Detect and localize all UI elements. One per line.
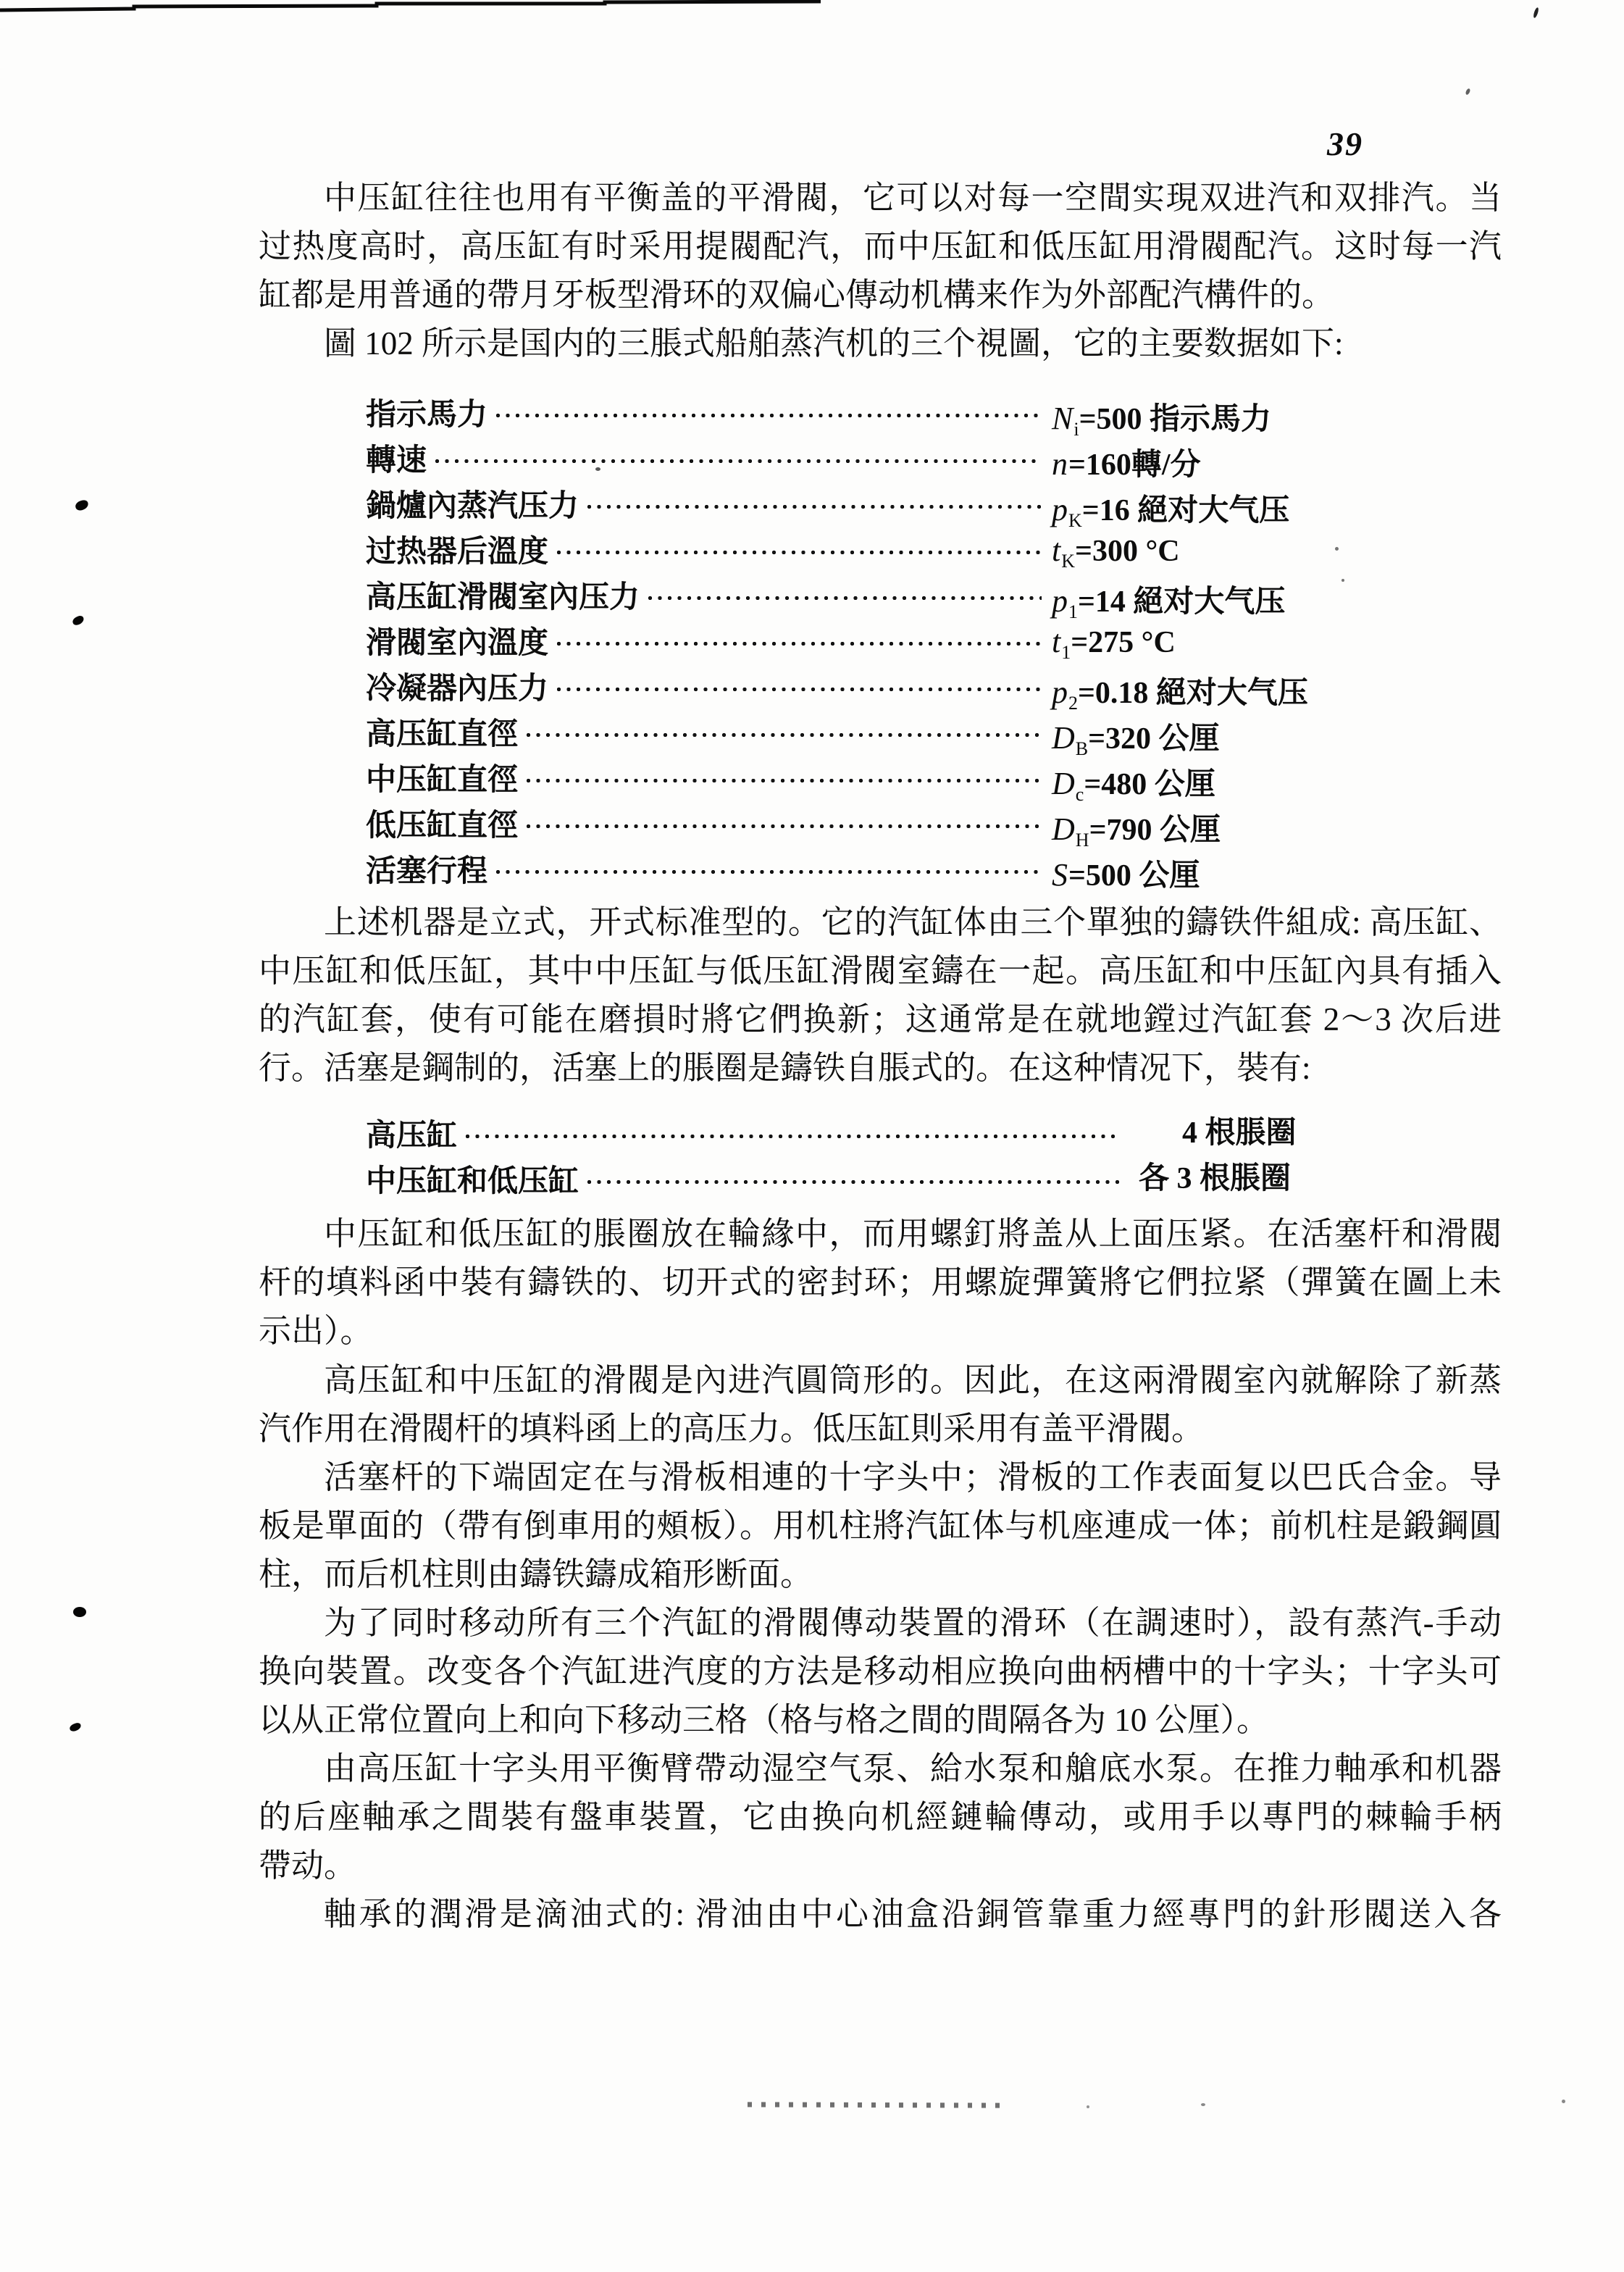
- ring-row: [0, 1113, 1624, 1153]
- page-number: 39: [1327, 125, 1363, 162]
- dot-leader: [645, 575, 1042, 615]
- spec-value: S =500 公厘: [1052, 857, 1200, 893]
- dot-leader: [585, 1158, 1121, 1199]
- ring-value: 4 根脹圈: [1182, 1116, 1297, 1150]
- dot-leader: [432, 438, 1042, 478]
- dot-leader: [493, 392, 1042, 433]
- spec-row: [0, 620, 1624, 661]
- paragraph-line: 以从正常位置向上和向下移动三格（格与格之間的間隔各为 10 公厘）。: [259, 1702, 1270, 1738]
- paragraph-line: 为了同时移动所有三个汽缸的滑閥傳动裝置的滑环（在調速时），設有蒸汽-手动: [324, 1605, 1502, 1641]
- paragraph-line: 高压缸和中压缸的滑閥是內进汽圓筒形的。因此，在这兩滑閥室內就解除了新蒸: [324, 1362, 1502, 1398]
- spec-label: 高压缸滑閥室內压力: [366, 581, 640, 614]
- paragraph-line: 行。活塞是鋼制的，活塞上的脹圈是鑄铁自脹式的。在这种情况下，裝有:: [259, 1050, 1311, 1086]
- spec-row: [0, 575, 1624, 622]
- spec-label: 活塞行程: [366, 855, 488, 888]
- spec-label: 滑閥室內溫度: [366, 627, 549, 660]
- spec-row: [0, 392, 1624, 440]
- paragraph-line: 軸承的潤滑是滴油式的: 滑油由中心油盒沿銅管靠重力經專門的針形閥送入各: [324, 1896, 1502, 1932]
- spec-value: N i =500 指示馬力: [1052, 401, 1272, 440]
- paragraph-line: 过热度高时，高压缸有时采用提閥配汽，而中压缸和低压缸用滑閥配汽。这时每一汽: [259, 228, 1502, 264]
- paragraph-line: 缸都是用普通的帶月牙板型滑环的双偏心傳动机構来作为外部配汽構件的。: [259, 277, 1335, 313]
- spec-label: 鍋爐內蒸汽压力: [366, 490, 579, 523]
- paragraph-line: 上述机器是立式，开式标准型的。它的汽缸体由三个單独的鑄铁件組成: 高压缸、: [324, 904, 1502, 940]
- scan-speck: [595, 467, 600, 471]
- dot-leader: [463, 1113, 1121, 1153]
- paragraph-line: 中压缸和低压缸的脹圈放在輪緣中，而用螺釘將盖从上面压紧。在活塞杆和滑閥: [324, 1216, 1502, 1252]
- spec-row: [0, 666, 1624, 714]
- ink-blob: [73, 1607, 86, 1617]
- paragraph-line: 帶动。: [259, 1847, 357, 1884]
- paragraph-line: 的汽缸套，使有可能在磨損时將它們换新；这通常是在就地鏜过汽缸套 2～3 次后进: [259, 1001, 1502, 1037]
- paragraph-line: 汽作用在滑閥杆的填料函上的高压力。低压缸則采用有盖平滑閥。: [259, 1411, 1205, 1447]
- spec-value: t K =300 °C: [1052, 532, 1180, 572]
- ring-label: 中压缸和低压缸: [366, 1165, 579, 1198]
- spec-label: 冷凝器內压力: [366, 672, 549, 706]
- paragraph-line: 中压缸往往也用有平衡盖的平滑閥，它可以对每一空間实現双进汽和双排汽。当: [324, 180, 1502, 216]
- spec-row: [0, 803, 1624, 851]
- paragraph-line: 中压缸和低压缸，其中中压缸与低压缸滑閥室鑄在一起。高压缸和中压缸內具有插入: [259, 953, 1502, 989]
- ink-blob: [69, 1722, 82, 1732]
- spec-value: D c =480 公厘: [1052, 766, 1215, 805]
- spec-value: n =160轉/分: [1052, 446, 1201, 482]
- paragraph-line: 活塞杆的下端固定在与滑板相連的十字头中；滑板的工作表面复以巴氏合金。导: [324, 1459, 1502, 1495]
- paragraph-line: 板是單面的（帶有倒車用的頰板）。用机柱將汽缸体与机座連成一体；前机柱是鍛鋼圓: [259, 1508, 1502, 1544]
- paragraph-line: 杆的填料函中裝有鑄铁的、切开式的密封环；用螺旋彈簧將它們拉紧（彈簧在圖上未: [259, 1264, 1502, 1300]
- ring-label: 高压缸: [366, 1119, 458, 1153]
- paragraph-line: 由高压缸十字头用平衡臂帶动湿空气泵、給水泵和艙底水泵。在推力軸承和机器: [324, 1750, 1502, 1787]
- scan-speck: [1465, 88, 1470, 95]
- spec-label: 低压缸直徑: [366, 809, 519, 843]
- spec-row: [0, 483, 1624, 531]
- dot-leader: [585, 483, 1042, 524]
- spec-value: p K =16 絕对大气压: [1052, 492, 1290, 531]
- paragraph-line: 示出）。: [259, 1313, 373, 1349]
- paragraph-line: 换向裝置。改变各个汽缸进汽度的方法是移动相应换向曲柄槽中的十字头；十字头可: [259, 1653, 1502, 1690]
- spec-label: 中压缸直徑: [366, 764, 519, 797]
- spec-value: t 1 =275 °C: [1052, 624, 1176, 663]
- paragraph-line: 柱，而后机柱則由鑄铁鑄成箱形断面。: [259, 1556, 813, 1592]
- spec-label: 过热器后溫度: [366, 535, 549, 569]
- spec-row: [0, 711, 1624, 759]
- dot-leader: [524, 757, 1042, 798]
- dot-leader: [493, 848, 1042, 889]
- spec-value: p 2 =0.18 絕对大气压: [1052, 674, 1308, 714]
- scan-speck: [1562, 2100, 1565, 2103]
- spec-row: [0, 438, 1624, 482]
- spec-value: p 1 =14 絕对大气压: [1052, 583, 1286, 622]
- scan-edge-line: [0, 0, 826, 14]
- scan-speck: [1342, 579, 1344, 582]
- spec-value: D H =790 公厘: [1052, 811, 1221, 851]
- dot-leader: [554, 529, 1042, 569]
- spec-row: [0, 529, 1624, 572]
- dot-leader: [524, 803, 1042, 843]
- spec-value: D B =320 公厘: [1052, 720, 1220, 759]
- scan-speck: [1533, 7, 1539, 19]
- scan-speck: [1087, 2105, 1089, 2108]
- scan-speck: [1335, 547, 1339, 551]
- spec-label: 高压缸直徑: [366, 718, 519, 751]
- ring-row: [0, 1158, 1624, 1199]
- dot-leader: [554, 620, 1042, 661]
- figure-reference-line: 圖 102 所示是国内的三脹式船舶蒸汽机的三个視圖，它的主要数据如下:: [324, 325, 1344, 362]
- spec-label: 轉速: [366, 444, 427, 477]
- scan-speck: [1201, 2103, 1205, 2106]
- ring-value: 各 3 根脹圈: [1139, 1162, 1292, 1195]
- paragraph-line: 的后座軸承之間裝有盤車裝置，它由换向机經鏈輪傳动，或用手以專門的棘輪手柄: [259, 1799, 1502, 1835]
- spec-row: [0, 848, 1624, 893]
- dot-leader: [554, 666, 1042, 706]
- dot-leader: [524, 711, 1042, 752]
- spec-label: 指示馬力: [366, 398, 488, 432]
- spec-row: [0, 757, 1624, 805]
- scan-noise: [748, 2102, 1003, 2108]
